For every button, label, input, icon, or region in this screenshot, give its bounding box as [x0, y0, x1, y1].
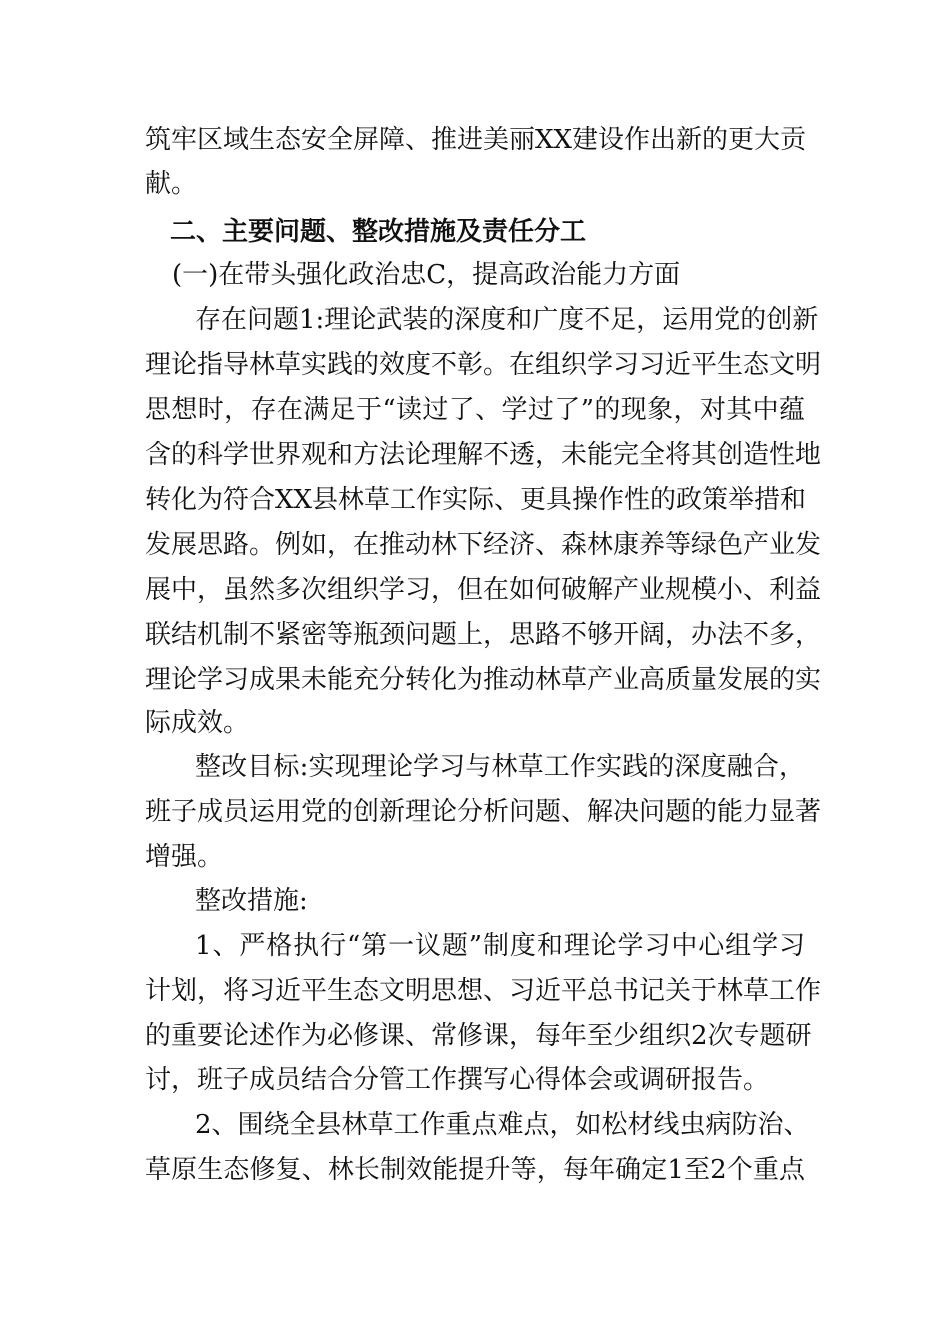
text-line: 转化为符合XX县林草工作实际、更具操作性的政策举措和	[145, 485, 807, 515]
text-line: 计划，将习近平生态文明思想、习近平总书记关于林草工作	[145, 976, 822, 1006]
text-line: 讨，班子成员结合分管工作撰写心得体会或调研报告。	[145, 1065, 770, 1095]
text-line: 增强。	[145, 842, 224, 872]
text-line: 际成效。	[145, 708, 250, 738]
text-line: 展中，虽然多次组织学习，但在如何破解产业规模小、利益	[145, 575, 822, 605]
text-line: 思想时，存在满足于“读过了、学过了”的现象，对其中蕴	[145, 395, 805, 425]
text-line: 班子成员运用党的创新理论分析问题、解决问题的能力显著	[145, 797, 822, 827]
text-line: 理论指导林草实践的效度不彰。在组织学习习近平生态文明	[145, 350, 822, 380]
text-line: 理论学习成果未能充分转化为推动林草产业高质量发展的实	[145, 665, 822, 695]
text-line: 存在问题1:理论武装的深度和广度不足，运用党的创新	[195, 305, 819, 335]
text-line: 2、围绕全县林草工作重点难点，如松材线虫病防治、	[195, 1110, 810, 1140]
text-line: 整改措施:	[195, 886, 308, 916]
text-line: 整改目标:实现理论学习与林草工作实践的深度融合，	[195, 752, 805, 782]
text-line: 1、严格执行“第一议题”制度和理论学习中心组学习	[195, 931, 805, 961]
subsection-heading: (一)在带头强化政治忠C，提高政治能力方面	[172, 260, 681, 290]
text-line: 筑牢区域生态安全屏障、推进美丽XX建设作出新的更大贡	[145, 125, 807, 155]
text-line: 发展思路。例如，在推动林下经济、森林康养等绿色产业发	[145, 530, 822, 560]
text-line: 献。	[145, 169, 198, 199]
text-line: 联结机制不紧密等瓶颈问题上，思路不够开阔，办法不多，	[145, 620, 822, 650]
text-line: 含的科学世界观和方法论理解不透，未能完全将其创造性地	[145, 440, 822, 470]
section-heading: 二、主要问题、整改措施及责任分工	[170, 217, 587, 247]
text-line: 草原生态修复、林长制效能提升等，每年确定1至2个重点	[145, 1155, 805, 1185]
text-line: 的重要论述作为必修课、常修课，每年至少组织2次专题研	[145, 1021, 812, 1051]
